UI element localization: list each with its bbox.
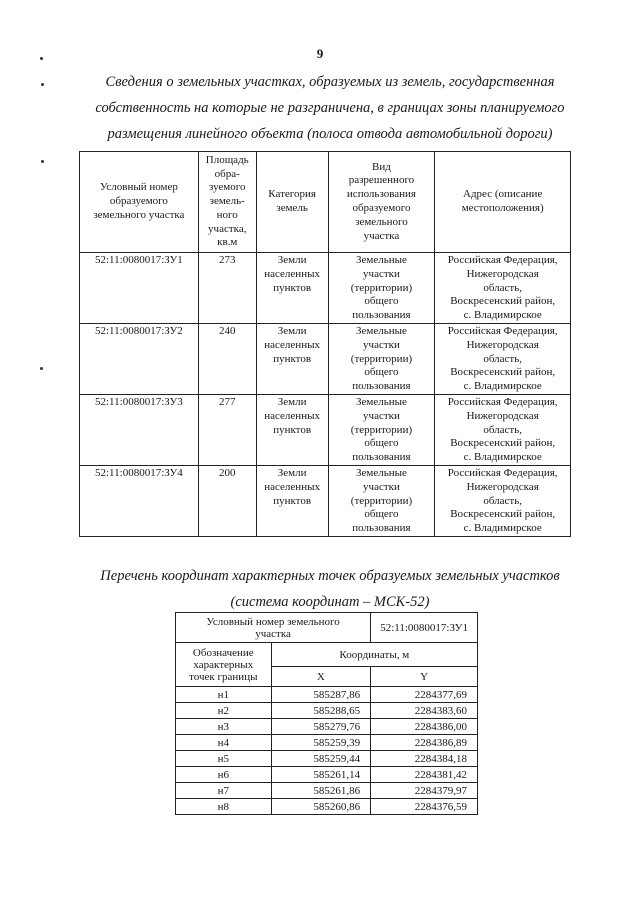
category-cell: Земли населенных пунктов <box>256 395 328 466</box>
x-coordinate-cell: 585260,86 <box>271 799 371 815</box>
page-number: 9 <box>316 46 324 61</box>
land-plots-heading: Сведения о земельных участках, образуемых из земель, государственная собственность на которые не разграничена, в границах зоны планируемого размещения линейного объекта (полоса отвода автомобильной дороги) <box>95 74 565 142</box>
plot-number-cell: 52:11:0080017:ЗУ3 <box>80 395 199 466</box>
y-coordinate-cell: 2284386,89 <box>371 735 478 751</box>
scan-speck <box>41 160 44 163</box>
coordinates-table <box>175 612 478 815</box>
point-name-cell: н8 <box>176 799 272 815</box>
x-coordinate-cell: 585279,76 <box>271 719 371 735</box>
coords-label-cell: Координаты, м <box>271 643 477 667</box>
plot-label-cell: Условный номер земельного участка <box>176 613 371 643</box>
table-row <box>176 767 478 783</box>
plot-number-cell: 52:11:0080017:ЗУ2 <box>80 324 199 395</box>
coordinates-heading: Перечень координат характерных точек образуемых земельных участков (система координат – МСК-52) <box>100 568 560 610</box>
plot-id-cell: 52:11:0080017:ЗУ1 <box>371 613 478 643</box>
address-cell: Российская Федерация, Нижегородская область, Воскресенский район, с. Владимирское <box>435 466 571 537</box>
header-category: Категория земель <box>256 152 328 253</box>
x-coordinate-cell: 585261,86 <box>271 783 371 799</box>
plot-number-cell: 52:11:0080017:ЗУ4 <box>80 466 199 537</box>
x-label-cell: X <box>271 667 371 687</box>
table-row <box>80 466 571 537</box>
x-coordinate-cell: 585259,44 <box>271 751 371 767</box>
table-row <box>80 324 571 395</box>
y-coordinate-cell: 2284379,97 <box>371 783 478 799</box>
address-cell: Российская Федерация, Нижегородская область, Воскресенский район, с. Владимирское <box>435 395 571 466</box>
header-address: Адрес (описание местоположения) <box>435 152 571 253</box>
area-cell: 240 <box>198 324 256 395</box>
scan-speck <box>40 57 43 60</box>
point-name-cell: н5 <box>176 751 272 767</box>
table-row <box>176 703 478 719</box>
table-header-row <box>80 152 571 253</box>
plot-id-row <box>176 613 478 643</box>
permitted-use-cell: Земельные участки (территории) общего пользования <box>328 253 435 324</box>
y-label-cell: Y <box>371 667 478 687</box>
table-row <box>80 395 571 466</box>
area-cell: 277 <box>198 395 256 466</box>
address-cell: Российская Федерация, Нижегородская область, Воскресенский район, с. Владимирское <box>435 253 571 324</box>
y-coordinate-cell: 2284386,00 <box>371 719 478 735</box>
table-row <box>176 687 478 703</box>
area-cell: 200 <box>198 466 256 537</box>
permitted-use-cell: Земельные участки (территории) общего пользования <box>328 466 435 537</box>
permitted-use-cell: Земельные участки (территории) общего пользования <box>328 324 435 395</box>
table-row <box>176 751 478 767</box>
category-cell: Земли населенных пунктов <box>256 466 328 537</box>
point-name-cell: н1 <box>176 687 272 703</box>
address-cell: Российская Федерация, Нижегородская область, Воскресенский район, с. Владимирское <box>435 324 571 395</box>
point-name-cell: н7 <box>176 783 272 799</box>
point-name-cell: н3 <box>176 719 272 735</box>
scan-speck <box>40 367 43 370</box>
x-coordinate-cell: 585288,65 <box>271 703 371 719</box>
table-row <box>176 735 478 751</box>
point-name-cell: н6 <box>176 767 272 783</box>
category-cell: Земли населенных пунктов <box>256 253 328 324</box>
point-name-cell: н4 <box>176 735 272 751</box>
x-coordinate-cell: 585261,14 <box>271 767 371 783</box>
y-coordinate-cell: 2284384,18 <box>371 751 478 767</box>
point-label-cell: Обозначение характерных точек границы <box>176 643 272 687</box>
header-area: Площадь обра- зуемого земель- ного участка, кв.м <box>198 152 256 253</box>
table-row <box>176 719 478 735</box>
table-row <box>80 253 571 324</box>
x-coordinate-cell: 585259,39 <box>271 735 371 751</box>
point-name-cell: н2 <box>176 703 272 719</box>
area-cell: 273 <box>198 253 256 324</box>
scan-speck <box>41 83 44 86</box>
y-coordinate-cell: 2284376,59 <box>371 799 478 815</box>
table-row <box>176 799 478 815</box>
land-plots-table <box>79 151 571 537</box>
y-coordinate-cell: 2284381,42 <box>371 767 478 783</box>
coords-header-row <box>176 643 478 667</box>
y-coordinate-cell: 2284383,60 <box>371 703 478 719</box>
y-coordinate-cell: 2284377,69 <box>371 687 478 703</box>
table-row <box>176 783 478 799</box>
plot-number-cell: 52:11:0080017:ЗУ1 <box>80 253 199 324</box>
x-coordinate-cell: 585287,86 <box>271 687 371 703</box>
header-plot-number: Условный номер образуемого земельного участка <box>80 152 199 253</box>
header-permitted-use: Вид разрешенного использования образуемого земельного участка <box>328 152 435 253</box>
permitted-use-cell: Земельные участки (территории) общего пользования <box>328 395 435 466</box>
category-cell: Земли населенных пунктов <box>256 324 328 395</box>
